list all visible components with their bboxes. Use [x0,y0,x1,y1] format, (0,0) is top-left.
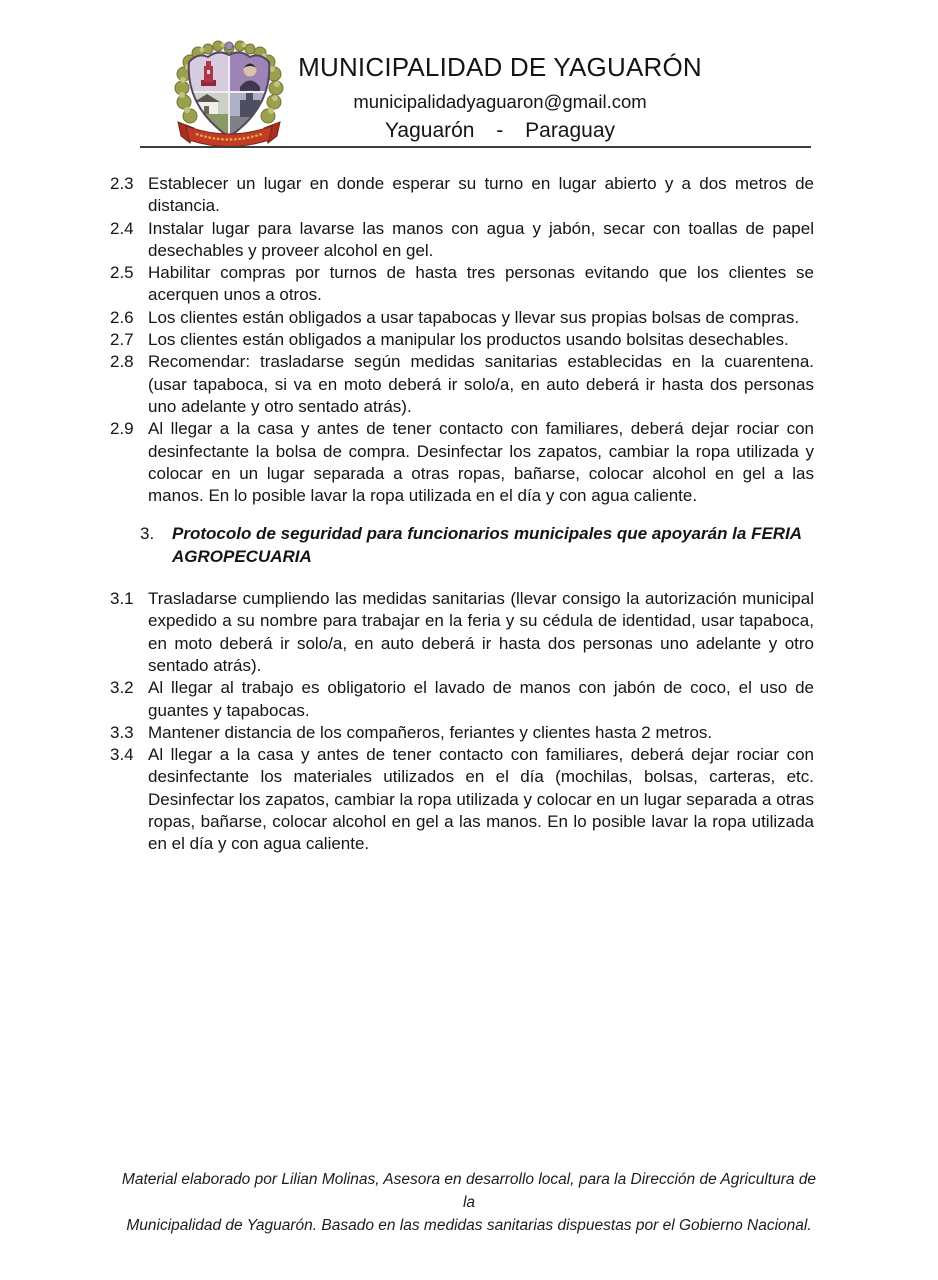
item-number: 3.3 [110,722,134,742]
list-item-3-1 [110,588,814,677]
item-text: Al llegar a la casa y antes de tener contacto con familiares, deberá dejar rociar con desinfectante los materiales utilizados en el día (mochilas, bolsas, carteras, etc. Desinfectar los zapatos, cambiar la ropa utilizada y colocar en un lugar separada a otras ropas, bañarse, colocar alcohol en gel a las manos. En lo posible lavar la ropa utilizada en el día y con agua caliente. [148,745,814,854]
section-number: 3. [140,524,155,544]
list-item-2-3 [110,173,814,218]
section-title: Protocolo de seguridad para funcionarios municipales que apoyarán la FERIA AGROPECUARIA [172,524,802,566]
document-body [110,173,814,856]
item-number: 2.9 [110,419,134,439]
item-text: Los clientes están obligados a manipular los productos usando bolsitas desechables. [148,330,789,350]
list-item-2-4 [110,218,814,263]
item-text: Al llegar al trabajo es obligatorio el lavado de manos con jabón de coco, el uso de guantes y tapabocas. [148,678,814,720]
item-text: Trasladarse cumpliendo las medidas sanitarias (llevar consigo la autorización municipal expedido a su nombre para trabajar en la feria y su cédula de identidad, usar tapaboca, en moto deberá ir solo/a, en auto deberá ir hasta dos personas uno adelante y otro sentado atrás). [148,589,814,675]
item-number: 2.6 [110,307,134,327]
item-number: 3.4 [110,745,134,765]
footer-line-1: Material elaborado por Lilian Molinas, Asesora en desarrollo local, para la Dirección de Agricultura de la [121,1171,817,1211]
item-text: Establecer un lugar en donde esperar su turno en lugar abierto y a dos metros de distancia. [148,174,814,216]
item-text: Los clientes están obligados a usar tapabocas y llevar sus propias bolsas de compras. [148,307,800,327]
footer-line-2: Municipalidad de Yaguarón. Basado en las medidas sanitarias dispuestas por el Gobierno Nacional. [126,1217,812,1234]
item-number: 3.1 [110,589,134,609]
list-item-3-3 [110,722,814,744]
item-number: 3.2 [110,678,134,698]
list-item-2-6 [110,307,814,329]
list-item-2-5 [110,262,814,307]
org-location: Yaguarón - Paraguay [384,119,616,142]
list-item-2-7 [110,329,814,351]
header-divider [140,146,811,148]
list-item-3-4 [110,744,814,855]
section-3-heading [140,523,814,568]
org-title: MUNICIPALIDAD DE YAGUARÓN [298,52,702,82]
item-number: 2.7 [110,330,134,350]
item-number: 2.5 [110,263,134,283]
list-item-2-9 [110,418,814,507]
list-item-2-8 [110,351,814,418]
letterhead-text [150,52,850,143]
list-item-3-2 [110,677,814,722]
item-text: Mantener distancia de los compañeros, feriantes y clientes hasta 2 metros. [148,722,713,742]
item-text: Instalar lugar para lavarse las manos con agua y jabón, secar con toallas de papel desechables y proveer alcohol en gel. [148,218,814,260]
item-number: 2.8 [110,352,134,372]
org-email: municipalidadyaguaron@gmail.com [353,91,647,112]
item-text: Recomendar: trasladarse según medidas sanitarias establecidas en la cuarentena. (usar tapaboca, si va en moto deberá ir solo/a, en auto deberá ir hasta dos personas uno adelante y otro sentado atrás). [148,352,814,416]
item-text: Al llegar a la casa y antes de tener contacto con familiares, deberá dejar rociar con desinfectante la bolsa de compra. Desinfectar los zapatos, cambiar la ropa utilizada y colocar en un lugar separada a otras ropas, bañarse, colocar alcohol en gel a las manos. En lo posible lavar la ropa utilizada en el día y con agua caliente. [148,419,814,506]
item-number: 2.3 [110,174,134,193]
item-number: 2.4 [110,218,134,238]
item-text: Habilitar compras por turnos de hasta tres personas evitando que los clientes se acerquen unos a otros. [148,263,814,305]
footer-credit [114,1168,824,1237]
